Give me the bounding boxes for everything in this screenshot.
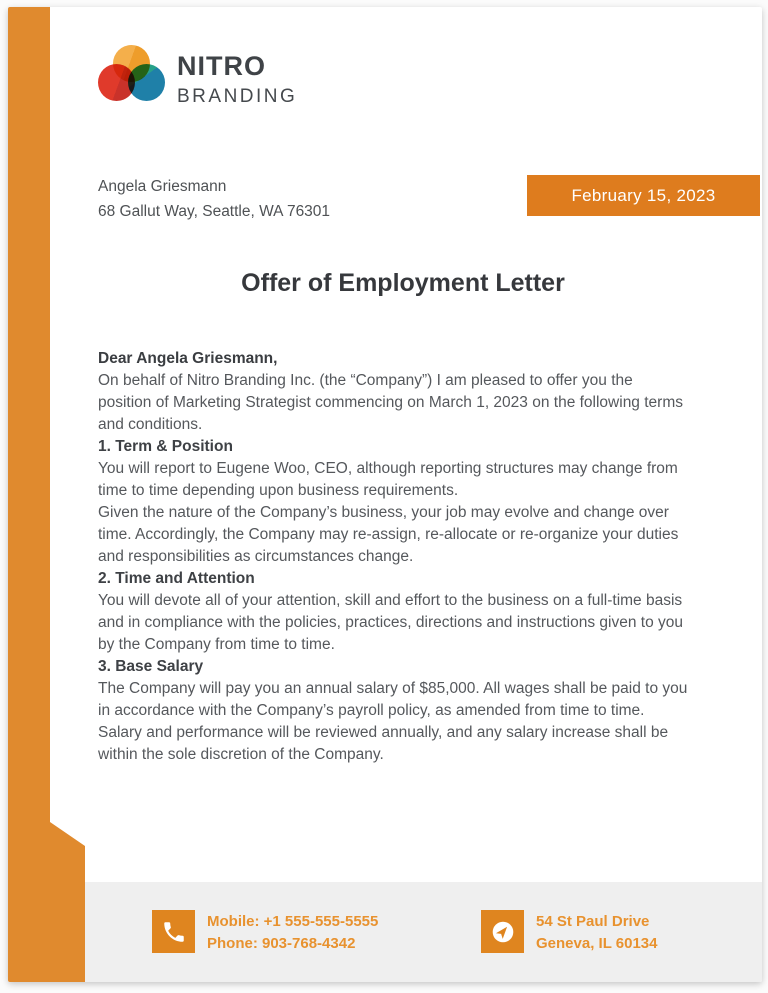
address-lines (536, 910, 657, 954)
section-term-position (98, 436, 688, 568)
phone-icon (152, 910, 195, 953)
salutation: Dear Angela Griesmann, (98, 350, 278, 367)
recipient-name: Angela Griesmann (98, 178, 227, 195)
recipient-address: 68 Gallut Way, Seattle, WA 76301 (98, 203, 331, 220)
recipient-block (98, 174, 330, 224)
logo-circle-teal-icon (128, 64, 165, 101)
phone-lines (207, 910, 378, 954)
section-paragraph: Given the nature of the Company’s business, your job may evolve and change over time. Accordingly, the Company may re-assign, re-allocate or re-organize your duties and responsibilities as circumstances change. (98, 504, 679, 565)
letter-title: Offer of Employment Letter (241, 269, 565, 297)
section-heading: 2. Time and Attention (98, 570, 255, 587)
section-paragraph: The Company will pay you an annual salary of $85,000. All wages shall be paid to you in accordance with the Company’s payroll policy, as amended from time to time. Salary and performance will be reviewed annually, and any salary increase shall be within the sole discretion of the Company. (98, 680, 688, 763)
section-paragraph: You will devote all of your attention, skill and effort to the business on a full-time basis and in compliance with the policies, practices, directions and instructions given to you by the Company from time to time. (98, 592, 684, 653)
letter-body (98, 348, 688, 766)
brand-name: NITRO (177, 51, 266, 81)
section-paragraph: You will report to Eugene Woo, CEO, although reporting structures may change from time to time depending upon business requirements. (98, 460, 678, 499)
logo-mark-icon (98, 45, 165, 103)
date-badge: February 15, 2023 (527, 175, 760, 216)
address-street: 54 St Paul Drive (536, 913, 650, 930)
section-heading: 3. Base Salary (98, 658, 204, 675)
mobile-number: Mobile: +1 555-555-5555 (207, 913, 379, 930)
brand-logo (98, 45, 297, 109)
section-heading: 1. Term & Position (98, 438, 233, 455)
footer-bar (85, 882, 762, 982)
letter-page (8, 7, 762, 982)
section-time-attention (98, 568, 688, 656)
compass-icon (481, 910, 524, 953)
intro-paragraph: On behalf of Nitro Branding Inc. (the “Company”) I am pleased to offer you the position of Marketing Strategist commencing on March 1, 2023 on the following terms and conditions. (98, 372, 683, 433)
brand-wordmark (177, 45, 297, 109)
accent-stripe (8, 7, 85, 982)
footer-contact-address (481, 910, 657, 954)
section-base-salary (98, 656, 688, 766)
footer-contact-phone (152, 910, 378, 954)
brand-subname: BRANDING (177, 86, 298, 107)
phone-number: Phone: 903-768-4342 (207, 934, 356, 952)
address-city: Geneva, IL 60134 (536, 934, 658, 952)
